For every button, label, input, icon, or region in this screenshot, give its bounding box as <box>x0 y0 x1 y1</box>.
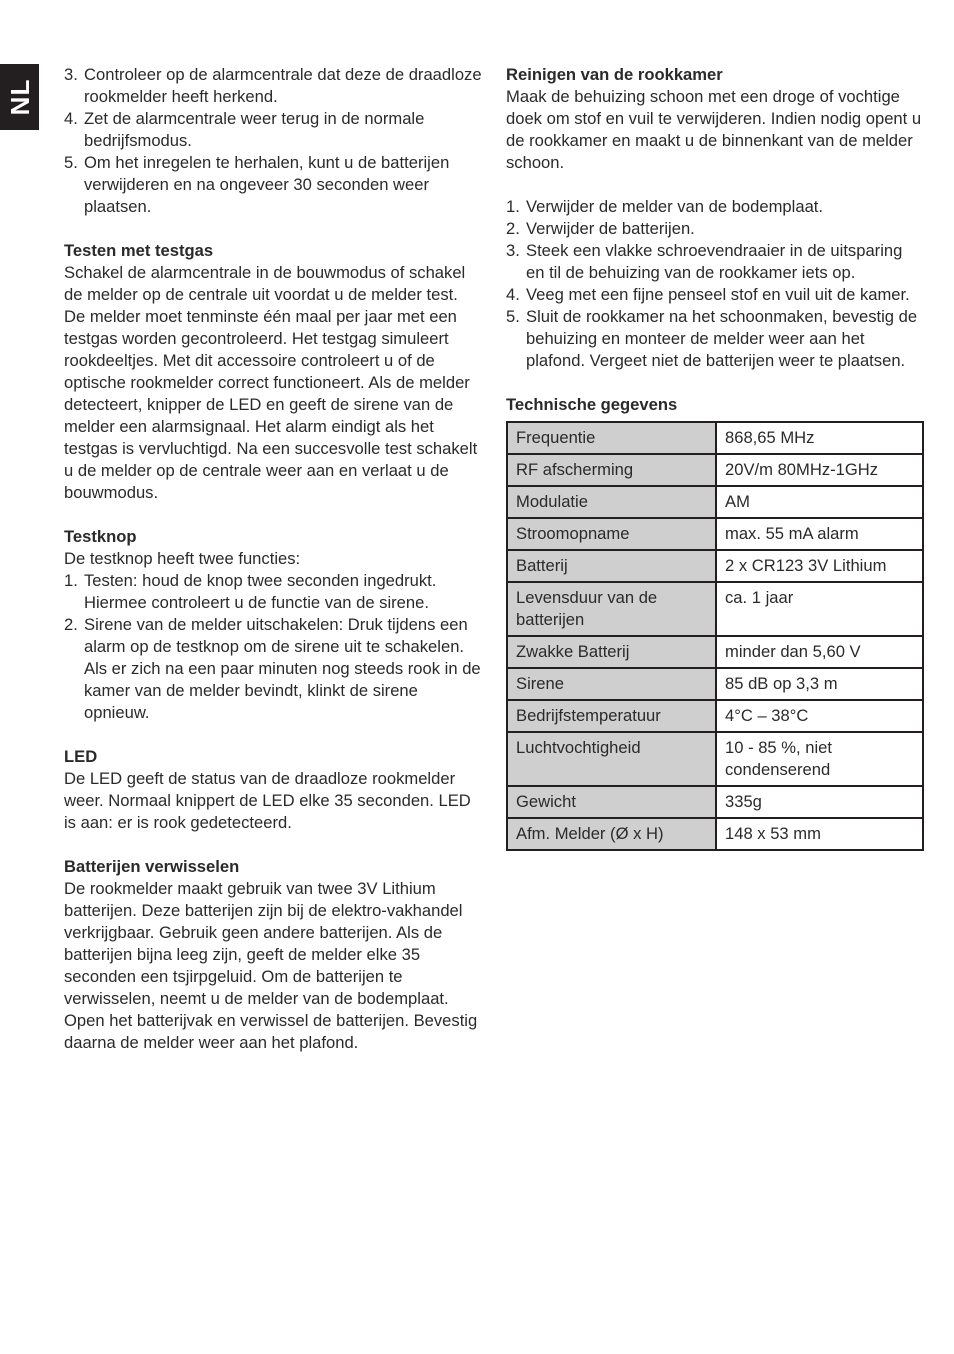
section-heading: Testen met testgas <box>64 241 214 260</box>
section-heading: LED <box>64 747 98 766</box>
section-body: Schakel de alarmcentrale in de bouwmodus of schakel de melder op de centrale uit voordat u de melder test. De melder moet tenminste één maal per jaar met een testgas worden gecontroleerd. Het testgag simuleert rookdeeltjes. Met dit accessoire controleert u of de optische rookmelder correct functioneert. Als de melder detecteert, knipper de LED en geeft de sirene van de melder een alarmsignaal. Het alarm eindigt als het testgas is vervluchtigd. Na een succesvolle test schakelt u de melder op de centrale weer aan en verlaat u de bouwmodus. <box>64 263 478 502</box>
table-row: Levensduur van de batterijen ca. 1 jaar <box>507 582 923 636</box>
testknop-list <box>64 570 482 724</box>
section-heading: Testknop <box>64 527 137 546</box>
section-body: De rookmelder maakt gebruik van twee 3V Lithium batterijen. Deze batterijen zijn bij de elektro-vakhandel verkrijgbaar. Gebruik geen andere batterijen. Als de batterijen bijna leeg zijn, geeft de melder elke 35 seconden een tsjirpgeluid. Om de batterijen te verwisselen, neemt u de melder van de bodemplaat. Open het batterijvak en verwissel de batterijen. Bevestig daarna de melder weer aan het plafond. <box>64 879 478 1052</box>
table-row: Frequentie 868,65 MHz <box>507 422 923 454</box>
table-row: Luchtvochtigheid 10 - 85 %, niet condenserend <box>507 732 923 786</box>
table-row: Batterij 2 x CR123 3V Lithium <box>507 550 923 582</box>
list-item: 5. Om het inregelen te herhalen, kunt u de batterijen verwijderen en na ongeveer 30 seconden weer plaatsen. <box>64 153 450 216</box>
table-row: Stroomopname max. 55 mA alarm <box>507 518 923 550</box>
left-column <box>64 64 482 1054</box>
table-row: RF afscherming 20V/m 80MHz-1GHz <box>507 454 923 486</box>
list-item: 3. Steek een vlakke schroevendraaier in de uitsparing en til de behuizing van de rookkamer iets op. <box>506 241 903 282</box>
language-tab <box>0 64 39 130</box>
table-row: Sirene 85 dB op 3,3 m <box>507 668 923 700</box>
specs-table <box>506 421 924 851</box>
section-intro: De testknop heeft twee functies: <box>64 549 301 568</box>
language-tab-label: NL <box>4 78 35 116</box>
section-body: De LED geeft de status van de draadloze rookmelder weer. Normaal knippert de LED elke 35 seconden. LED is aan: er is rook gedetecteerd. <box>64 769 471 832</box>
list-item: 4. Zet de alarmcentrale weer terug in de normale bedrijfsmodus. <box>64 109 425 150</box>
table-row: Modulatie AM <box>507 486 923 518</box>
list-item: 4. Veeg met een fijne penseel stof en vuil uit de kamer. <box>506 285 910 304</box>
table-row: Bedrijfstemperatuur 4°C – 38°C <box>507 700 923 732</box>
list-item: 3. Controleer op de alarmcentrale dat deze de draadloze rookmelder heeft herkend. <box>64 65 482 106</box>
cleaning-steps-list <box>506 196 924 372</box>
section-batterijen <box>64 856 482 1054</box>
section-led <box>64 746 482 834</box>
right-column <box>506 64 924 851</box>
table-row: Gewicht 335g <box>507 786 923 818</box>
list-item: 2. Sirene van de melder uitschakelen: Druk tijdens een alarm op de testknop om de sirene uit te schakelen. Als er zich na een paar minuten nog steeds rook in de kamer van de melder bevindt, klinkt de sirene opnieuw. <box>64 615 481 722</box>
list-item: 1. Testen: houd de knop twee seconden ingedrukt. Hiermee controleert u de functie van de sirene. <box>64 571 437 612</box>
table-row: Zwakke Batterij minder dan 5,60 V <box>507 636 923 668</box>
section-testknop <box>64 526 482 724</box>
table-row: Afm. Melder (Ø x H) 148 x 53 mm <box>507 818 923 850</box>
section-heading: Reinigen van de rookkamer <box>506 65 723 84</box>
section-specs <box>506 394 924 851</box>
list-item: 1. Verwijder de melder van de bodemplaat. <box>506 197 824 216</box>
section-body: Maak de behuizing schoon met een droge of vochtige doek om stof en vuil te verwijderen. Indien nodig opent u de rookkamer en maakt u de binnenkant van de melder schoon. <box>506 87 922 172</box>
list-item: 5. Sluit de rookkamer na het schoonmaken, bevestig de behuizing en monteer de melder weer aan het plafond. Vergeet niet de batterijen weer te plaatsen. <box>506 307 918 370</box>
section-reinigen <box>506 64 924 372</box>
section-heading: Batterijen verwisselen <box>64 857 240 876</box>
section-heading: Technische gegevens <box>506 395 678 414</box>
intro-steps-list <box>64 64 482 218</box>
list-item: 2. Verwijder de batterijen. <box>506 219 695 238</box>
section-testgas <box>64 240 482 504</box>
